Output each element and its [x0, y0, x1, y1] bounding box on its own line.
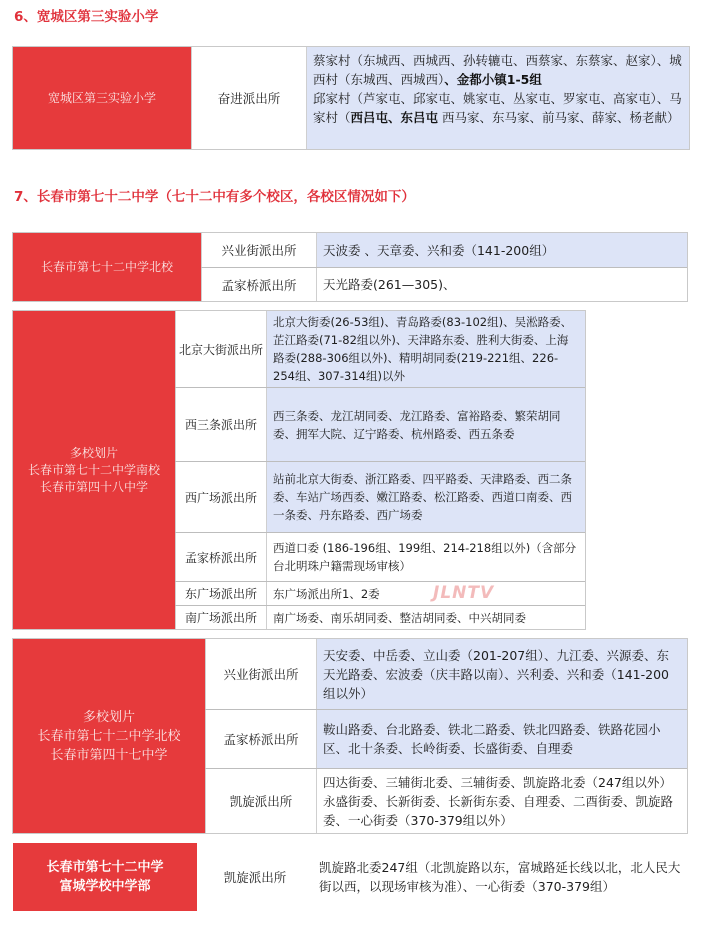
- school-line: 长春市第四十八中学: [39, 479, 148, 494]
- station-cell: 兴业街派出所: [201, 233, 317, 267]
- area-cell: 天波委 、天章委、兴和委（141-200组）: [317, 233, 687, 267]
- section-6-title: 6、宽城区第三实验小学: [14, 9, 159, 25]
- station-cell: 西三条派出所: [175, 388, 267, 461]
- station-cell: 兴业街派出所: [205, 639, 317, 709]
- watermark-logo: JLNTV: [433, 583, 495, 603]
- school-line: 长春市第七十二中学北校: [37, 728, 181, 744]
- area-text: 邱家村（芦家屯、邱家屯、姚家屯、丛家屯、罗家屯、高家屯）、马家村（: [313, 91, 682, 125]
- block-2-table: [12, 310, 586, 630]
- area-cell: 天安委、中岳委、立山委（201-207组）、九江委、兴源委、东天光路委、宏波委（庆丰路以南）、兴利委、兴和委（141-200组以外）: [317, 639, 687, 709]
- school-cell: 宽城区第三实验小学: [13, 47, 191, 149]
- station-cell: 南广场派出所: [175, 606, 267, 629]
- block-3-table: [12, 638, 688, 834]
- school-cell: [13, 843, 197, 911]
- area-cell: 天光路委(261—305)、: [317, 268, 687, 301]
- station-cell: 凯旋派出所: [197, 843, 313, 911]
- area-text-bold: 、金都小镇1-5组: [444, 72, 542, 87]
- area-cell: 东广场派出所1、2委: [267, 582, 585, 605]
- area-text: 西马家、东马家、前马家、薛家、杨老献）: [438, 110, 680, 125]
- station-cell: 北京大街派出所: [175, 311, 267, 387]
- block-1-table: [12, 232, 688, 302]
- area-cell: 鞍山路委、台北路委、铁北二路委、铁北四路委、铁路花园小区、北十条委、长岭街委、长盛街委、自理委: [317, 710, 687, 768]
- station-cell: 奋进派出所: [191, 47, 307, 149]
- area-cell: [307, 47, 689, 149]
- area-cell: 北京大街委(26-53组)、青岛路委(83-102组)、吴淞路委、芷江路委(71-82组以外)、天津路东委、胜利大街委、上海路委(288-306组以外)、精明胡同委(219-221组、226-254组、307-314组)以外: [267, 311, 585, 387]
- area-text-bold: 西吕屯、东吕屯: [350, 110, 439, 125]
- area-cell: 四达街委、三辅街北委、三辅街委、凯旋路北委（247组以外）永盛街委、长新街委、长新街东委、自理委、二酉街委、凯旋路委、一心街委（370-379组以外）: [317, 769, 687, 833]
- school-line: 长春市第七十二中学: [46, 860, 164, 875]
- school-line: 富城学校中学部: [59, 879, 151, 894]
- school-cell: 长春市第七十二中学北校: [13, 233, 201, 301]
- station-cell: 凯旋派出所: [205, 769, 317, 833]
- school-line: 多校划片: [82, 709, 135, 725]
- area-cell: 西三条委、龙江胡同委、龙江路委、富裕路委、繁荣胡同委、拥军大院、辽宁路委、杭州路委、西五条委: [267, 388, 585, 461]
- station-cell: 东广场派出所: [175, 582, 267, 605]
- school-cell: [13, 639, 205, 833]
- section-6-table: [12, 46, 690, 150]
- station-cell: 孟家桥派出所: [175, 533, 267, 581]
- school-cell: [13, 311, 175, 629]
- station-cell: 孟家桥派出所: [205, 710, 317, 768]
- area-cell: 南广场委、南乐胡同委、整洁胡同委、中兴胡同委: [267, 606, 585, 629]
- school-line: 长春市第四十七中学: [50, 747, 168, 763]
- area-cell: 凯旋路北委247组（北凯旋路以东，富城路延长线以北，北人民大街以西，以现场审核为准）、一心街委（370-379组）: [313, 843, 687, 911]
- section-7-title: 7、长春市第七十二中学（七十二中有多个校区，各校区情况如下）: [14, 189, 415, 205]
- station-cell: 孟家桥派出所: [201, 268, 317, 301]
- school-line: 多校划片: [69, 445, 118, 460]
- block-4-table: [12, 842, 688, 912]
- area-text: 蔡家村（东城西、西城西、孙转辘屯、西蔡家、东蔡家、赵家）、城西村（东城西、西城西）: [313, 53, 682, 87]
- area-cell: 站前北京大街委、浙江路委、四平路委、天津路委、西二条委、车站广场西委、嫩江路委、松江路委、西道口南委、西一条委、丹东路委、西广场委: [267, 462, 585, 532]
- area-cell: 西道口委 (186-196组、199组、214-218组以外)（含部分台北明珠户籍需现场审核）: [267, 533, 585, 581]
- school-line: 长春市第七十二中学南校: [27, 462, 160, 477]
- station-cell: 西广场派出所: [175, 462, 267, 532]
